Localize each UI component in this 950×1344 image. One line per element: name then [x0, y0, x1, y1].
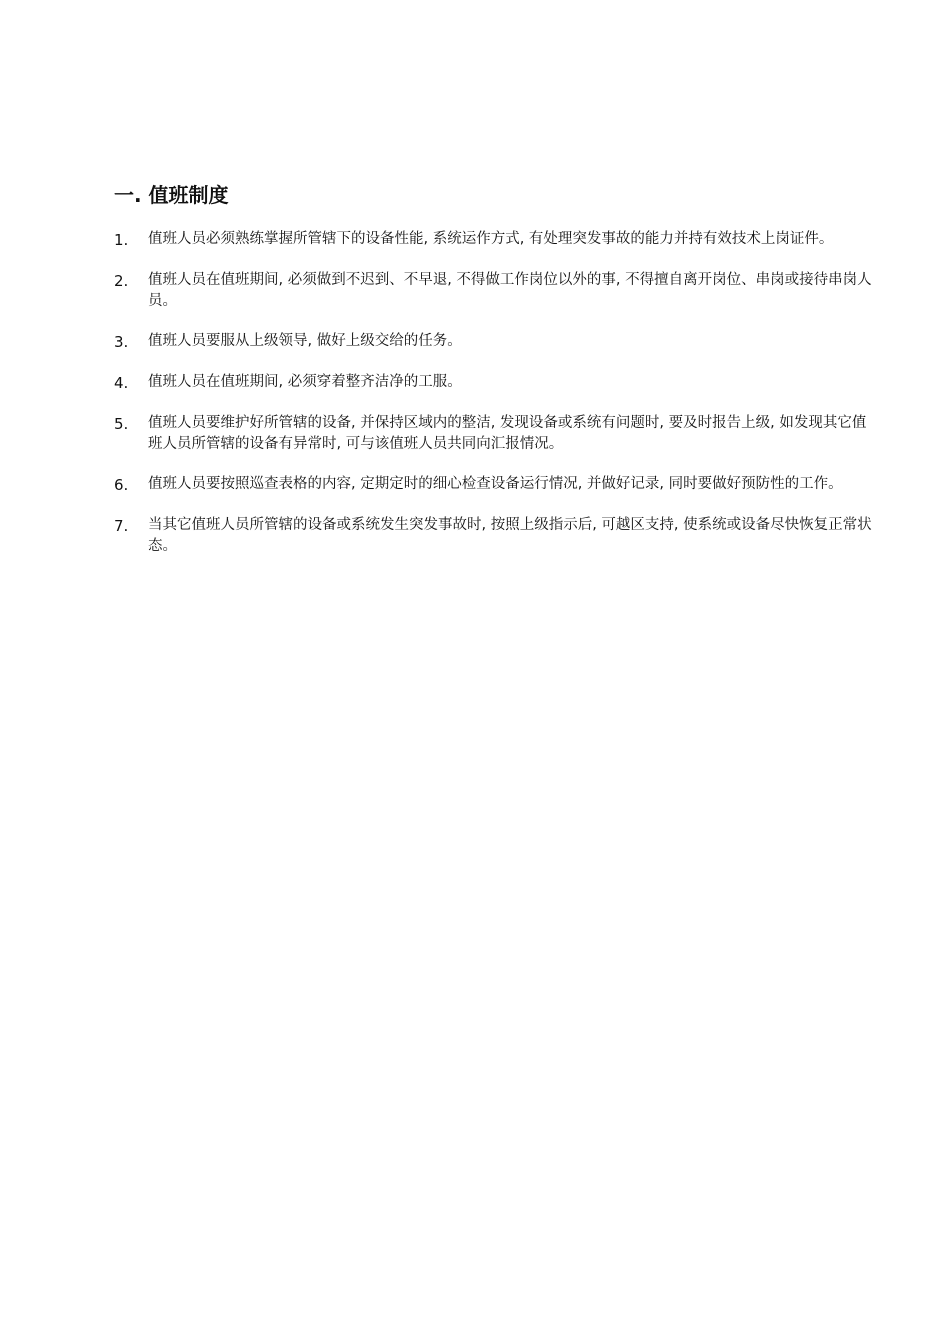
rule-number: 3. — [114, 333, 129, 351]
rule-number: 2. — [114, 272, 129, 290]
rule-number: 7. — [114, 517, 129, 535]
rule-item — [114, 270, 874, 312]
rule-item — [114, 474, 874, 496]
rules-list — [114, 229, 874, 576]
rule-item — [114, 372, 874, 394]
rule-text: 值班人员在值班期间, 必须做到不迟到、不早退, 不得做工作岗位以外的事, 不得擅自离开岗位、串岗或接待串岗人员。 — [148, 272, 872, 309]
rule-item — [114, 413, 874, 455]
rule-text: 值班人员在值班期间, 必须穿着整齐洁净的工服。 — [148, 374, 462, 390]
rule-item — [114, 515, 874, 557]
rule-item — [114, 229, 874, 251]
rule-number: 4. — [114, 374, 129, 392]
rule-text: 值班人员要按照巡查表格的内容, 定期定时的细心检查设备运行情况, 并做好记录, 同时要做好预防性的工作。 — [148, 476, 843, 492]
rule-number: 6. — [114, 476, 129, 494]
rule-item — [114, 331, 874, 353]
rule-number: 1. — [114, 231, 129, 249]
rule-text: 值班人员必须熟练掌握所管辖下的设备性能, 系统运作方式, 有处理突发事故的能力并持有效技术上岗证件。 — [148, 231, 834, 247]
rule-text: 值班人员要维护好所管辖的设备, 并保持区域内的整洁, 发现设备或系统有问题时, 要及时报告上级, 如发现其它值班人员所管辖的设备有异常时, 可与该值班人员共同向汇报情况。 — [148, 415, 867, 452]
rule-text: 当其它值班人员所管辖的设备或系统发生突发事故时, 按照上级指示后, 可越区支持, 使系统或设备尽快恢复正常状态。 — [148, 517, 872, 554]
rule-text: 值班人员要服从上级领导, 做好上级交给的任务。 — [148, 333, 462, 349]
rule-number: 5. — [114, 415, 129, 433]
section-heading: 一. 值班制度 — [114, 183, 229, 207]
